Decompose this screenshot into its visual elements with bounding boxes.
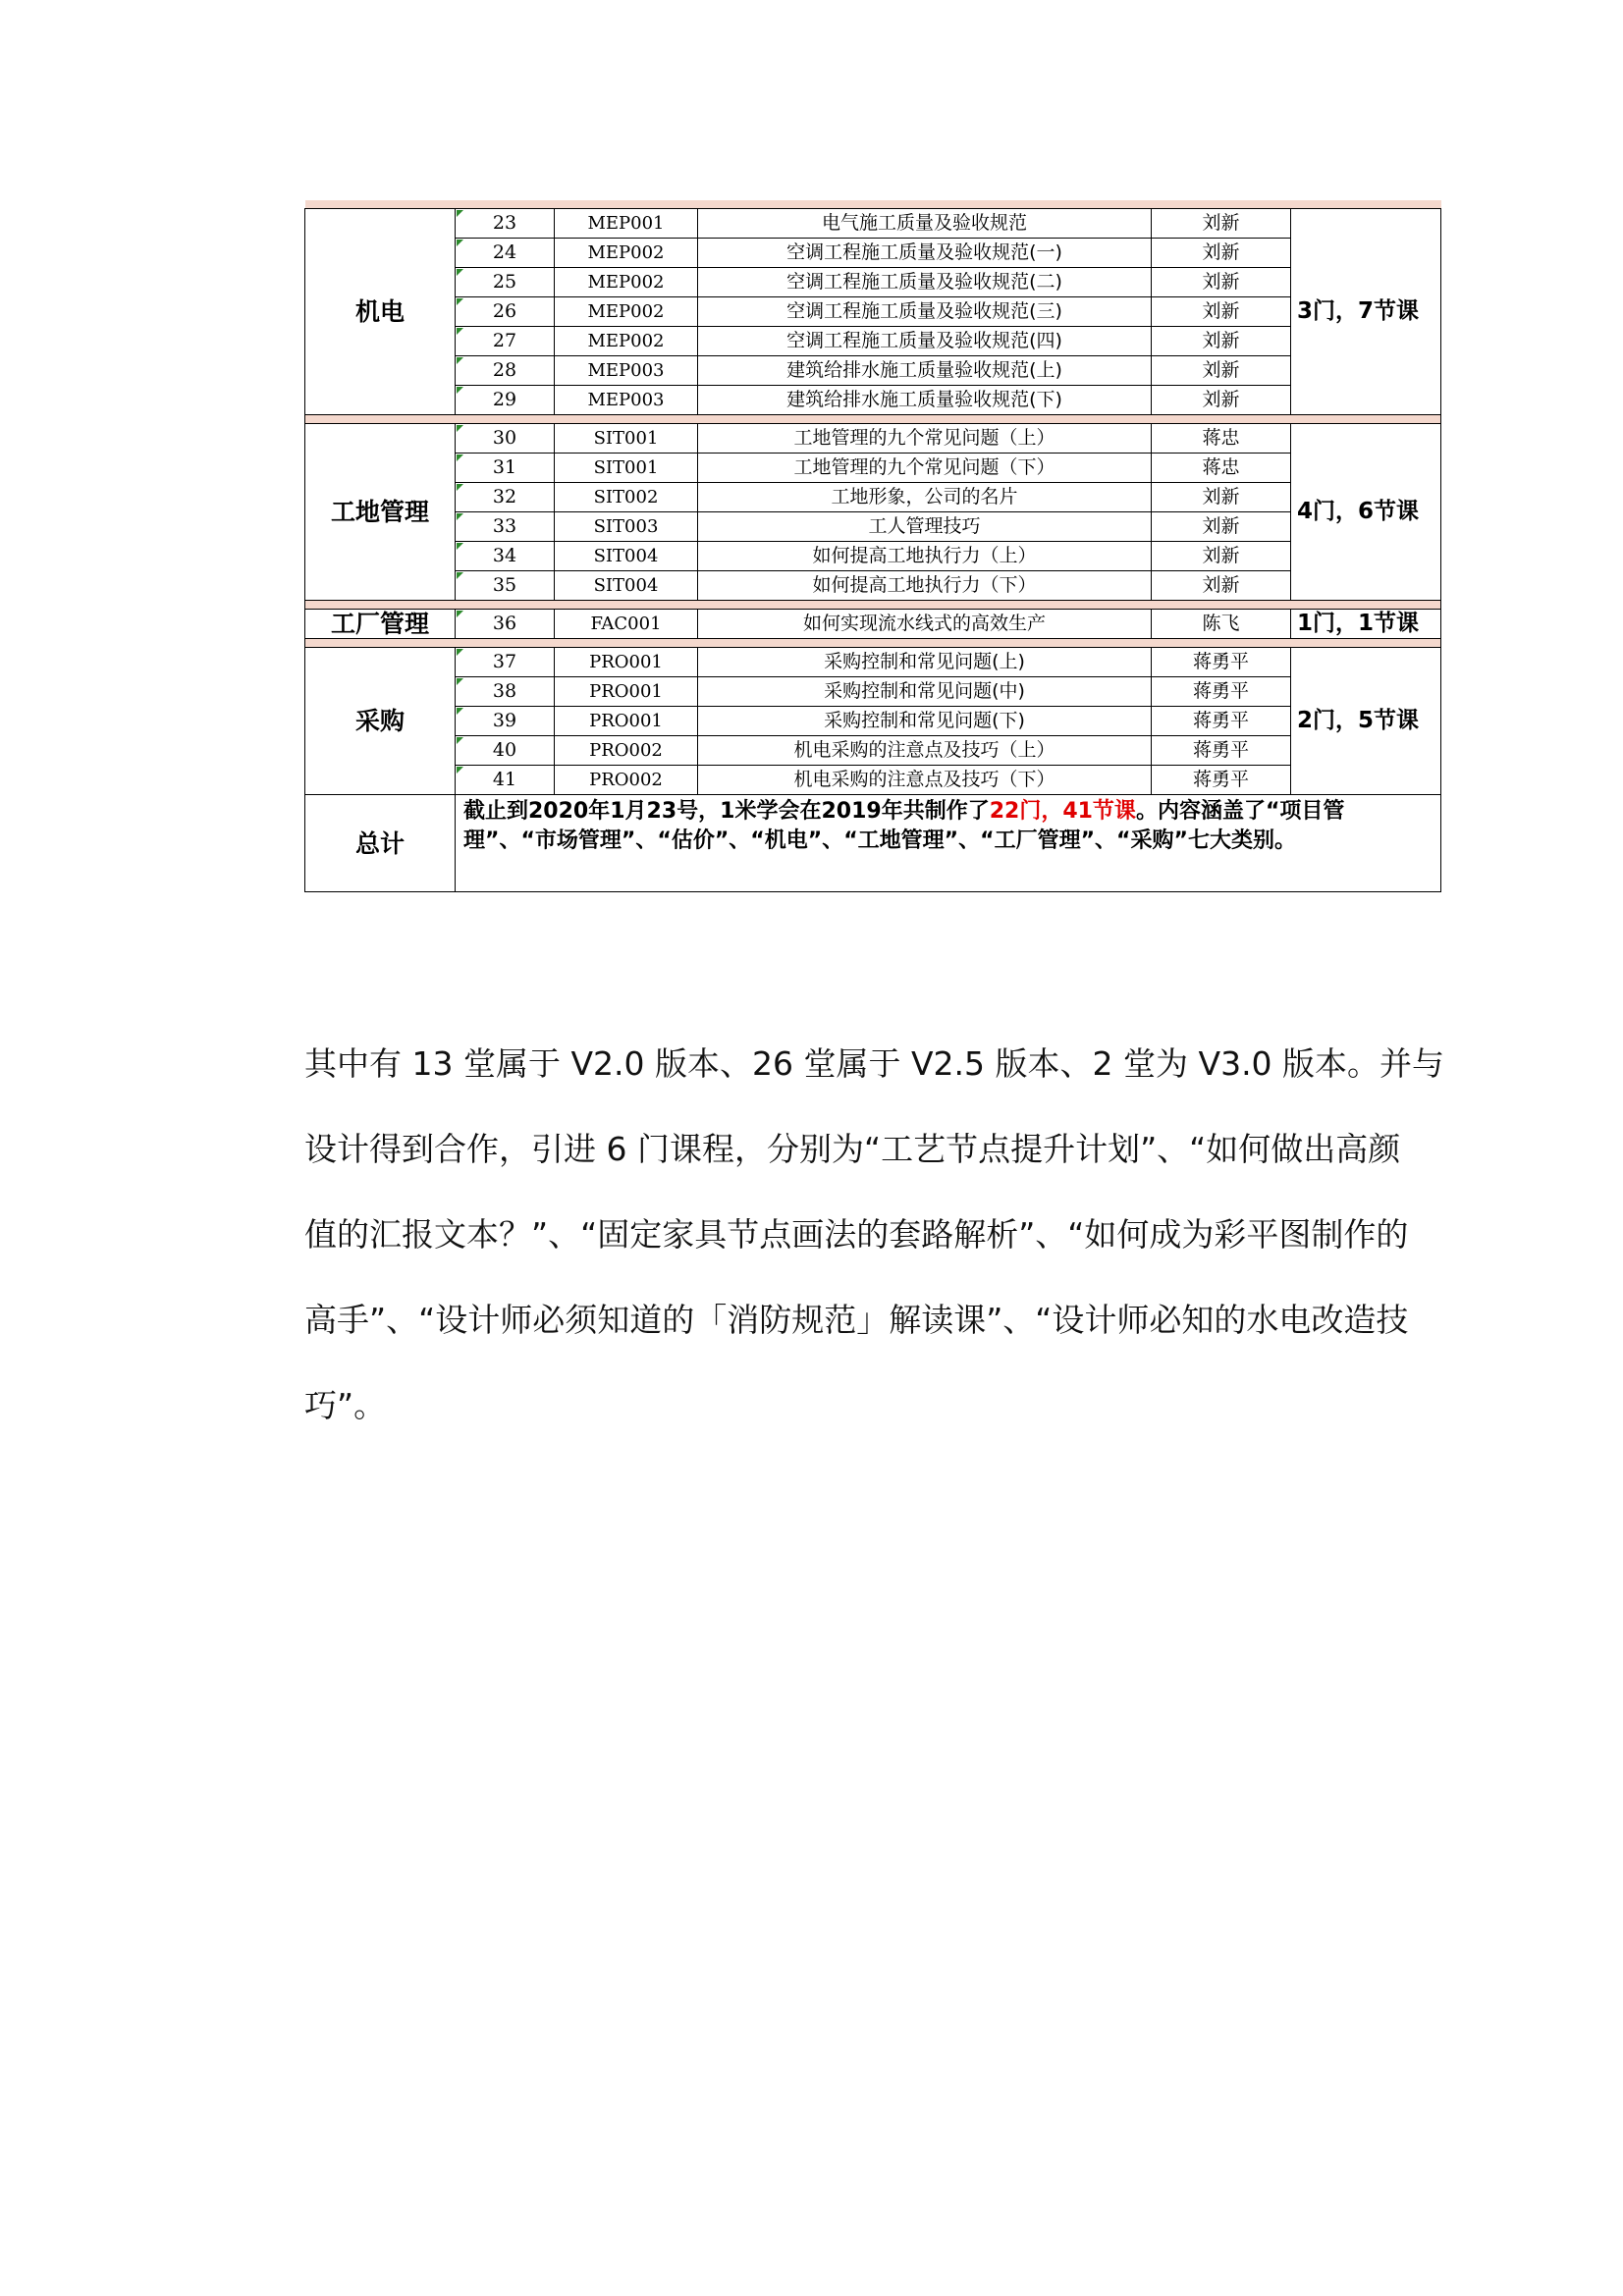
table-row (305, 239, 1441, 268)
table-row (305, 454, 1441, 483)
row-number: 26 (456, 297, 555, 327)
separator-cell (305, 601, 1441, 610)
table-row (305, 736, 1441, 766)
teacher-name: 蒋勇平 (1152, 736, 1291, 766)
total-text-after: 。内容涵盖了“项目管理”、“市场管理”、“估价”、“机电”、“工地管理”、“工厂管理”、“采购”七大类别。 (463, 799, 1345, 853)
course-code: SIT001 (555, 454, 698, 483)
teacher-name: 刘新 (1152, 512, 1291, 542)
table-row (305, 209, 1441, 239)
course-title: 工地形象，公司的名片 (698, 483, 1152, 512)
course-title: 如何实现流水线式的高效生产 (698, 610, 1152, 639)
table-row (305, 766, 1441, 795)
course-code: PRO001 (555, 677, 698, 707)
category-summary: 1门，1节课 (1291, 610, 1441, 639)
course-code: SIT004 (555, 542, 698, 571)
teacher-name: 刘新 (1152, 268, 1291, 297)
course-title: 工地管理的九个常见问题（下） (698, 454, 1152, 483)
table-row (305, 386, 1441, 415)
course-title: 如何提高工地执行力（下） (698, 571, 1152, 601)
teacher-name: 蒋勇平 (1152, 707, 1291, 736)
teacher-name: 刘新 (1152, 542, 1291, 571)
total-row (305, 795, 1441, 892)
row-number: 27 (456, 327, 555, 356)
table-row (305, 512, 1441, 542)
teacher-name: 刘新 (1152, 571, 1291, 601)
table-row (305, 424, 1441, 454)
course-code: MEP002 (555, 268, 698, 297)
paragraph-line: 设计得到合作，引进 6 门课程，分别为“工艺节点提升计划”、“如何做出高颜 (304, 1130, 1401, 1168)
course-title: 采购控制和常见问题(上) (698, 648, 1152, 677)
row-number: 39 (456, 707, 555, 736)
separator-cell (305, 639, 1441, 648)
table-row (305, 707, 1441, 736)
total-label: 总计 (305, 795, 456, 892)
teacher-name: 蒋勇平 (1152, 677, 1291, 707)
teacher-name: 蒋勇平 (1152, 648, 1291, 677)
teacher-name: 刘新 (1152, 239, 1291, 268)
row-number: 35 (456, 571, 555, 601)
course-title: 如何提高工地执行力（上） (698, 542, 1152, 571)
row-number: 25 (456, 268, 555, 297)
row-number: 23 (456, 209, 555, 239)
table-row (305, 610, 1441, 639)
course-code: PRO002 (555, 766, 698, 795)
row-number: 33 (456, 512, 555, 542)
category-separator (305, 415, 1441, 424)
course-code: MEP003 (555, 386, 698, 415)
table-row (305, 297, 1441, 327)
table-row (305, 268, 1441, 297)
category-separator (305, 639, 1441, 648)
table-row (305, 356, 1441, 386)
course-code: PRO001 (555, 648, 698, 677)
teacher-name: 蒋忠 (1152, 424, 1291, 454)
course-code: FAC001 (555, 610, 698, 639)
course-title: 工地管理的九个常见问题（上） (698, 424, 1152, 454)
table-row (305, 677, 1441, 707)
course-code: MEP003 (555, 356, 698, 386)
course-title: 空调工程施工质量及验收规范(四) (698, 327, 1152, 356)
table-row (305, 571, 1441, 601)
total-text-highlight: 22门，41节课 (989, 799, 1136, 824)
course-code: PRO002 (555, 736, 698, 766)
teacher-name: 蒋忠 (1152, 454, 1291, 483)
teacher-name: 刘新 (1152, 297, 1291, 327)
separator-cell (305, 415, 1441, 424)
row-number: 36 (456, 610, 555, 639)
total-text (456, 795, 1441, 892)
paragraph-line: 巧”。 (304, 1386, 387, 1424)
teacher-name: 陈飞 (1152, 610, 1291, 639)
course-title: 空调工程施工质量及验收规范(一) (698, 239, 1152, 268)
paragraph-line: 其中有 13 堂属于 V2.0 版本、26 堂属于 V2.5 版本、2 堂为 V3.0 版本。并与 (304, 1044, 1445, 1083)
table-row (305, 483, 1441, 512)
course-code: MEP002 (555, 297, 698, 327)
course-title: 空调工程施工质量及验收规范(二) (698, 268, 1152, 297)
row-number: 41 (456, 766, 555, 795)
row-number: 38 (456, 677, 555, 707)
teacher-name: 蒋勇平 (1152, 766, 1291, 795)
row-number: 34 (456, 542, 555, 571)
course-title: 建筑给排水施工质量验收规范(上) (698, 356, 1152, 386)
category-name: 工地管理 (305, 424, 456, 601)
row-number: 40 (456, 736, 555, 766)
teacher-name: 刘新 (1152, 356, 1291, 386)
course-table (304, 200, 1441, 892)
category-separator (305, 601, 1441, 610)
table-row (305, 542, 1441, 571)
course-code: SIT004 (555, 571, 698, 601)
teacher-name: 刘新 (1152, 327, 1291, 356)
table-row (305, 648, 1441, 677)
row-number: 31 (456, 454, 555, 483)
category-name: 工厂管理 (305, 610, 456, 639)
row-number: 29 (456, 386, 555, 415)
course-code: PRO001 (555, 707, 698, 736)
row-number: 24 (456, 239, 555, 268)
course-code: MEP001 (555, 209, 698, 239)
course-title: 电气施工质量及验收规范 (698, 209, 1152, 239)
course-code: MEP002 (555, 239, 698, 268)
category-name: 机电 (305, 209, 456, 415)
table-body (305, 200, 1441, 892)
paragraph-line: 高手”、“设计师必须知道的「消防规范」解读课”、“设计师必知的水电改造技 (304, 1301, 1409, 1339)
row-number: 32 (456, 483, 555, 512)
course-title: 建筑给排水施工质量验收规范(下) (698, 386, 1152, 415)
row-number: 30 (456, 424, 555, 454)
course-code: SIT001 (555, 424, 698, 454)
course-code: MEP002 (555, 327, 698, 356)
category-summary: 2门，5节课 (1291, 648, 1441, 795)
course-code: SIT003 (555, 512, 698, 542)
band-cell (305, 200, 1441, 209)
course-title: 机电采购的注意点及技巧（上） (698, 736, 1152, 766)
total-text-before: 截止到2020年1月23号，1米学会在2019年共制作了 (463, 799, 990, 824)
category-summary: 3门，7节课 (1291, 209, 1441, 415)
teacher-name: 刘新 (1152, 209, 1291, 239)
body-paragraph (304, 1021, 1445, 1448)
course-title: 采购控制和常见问题(中) (698, 677, 1152, 707)
course-code: SIT002 (555, 483, 698, 512)
table-top-band (305, 200, 1441, 209)
course-title: 空调工程施工质量及验收规范(三) (698, 297, 1152, 327)
teacher-name: 刘新 (1152, 386, 1291, 415)
row-number: 37 (456, 648, 555, 677)
course-title: 机电采购的注意点及技巧（下） (698, 766, 1152, 795)
course-title: 工人管理技巧 (698, 512, 1152, 542)
teacher-name: 刘新 (1152, 483, 1291, 512)
paragraph-line: 值的汇报文本？”、“固定家具节点画法的套路解析”、“如何成为彩平图制作的 (304, 1215, 1409, 1254)
row-number: 28 (456, 356, 555, 386)
course-title: 采购控制和常见问题(下) (698, 707, 1152, 736)
category-name: 采购 (305, 648, 456, 795)
category-summary: 4门，6节课 (1291, 424, 1441, 601)
table-row (305, 327, 1441, 356)
